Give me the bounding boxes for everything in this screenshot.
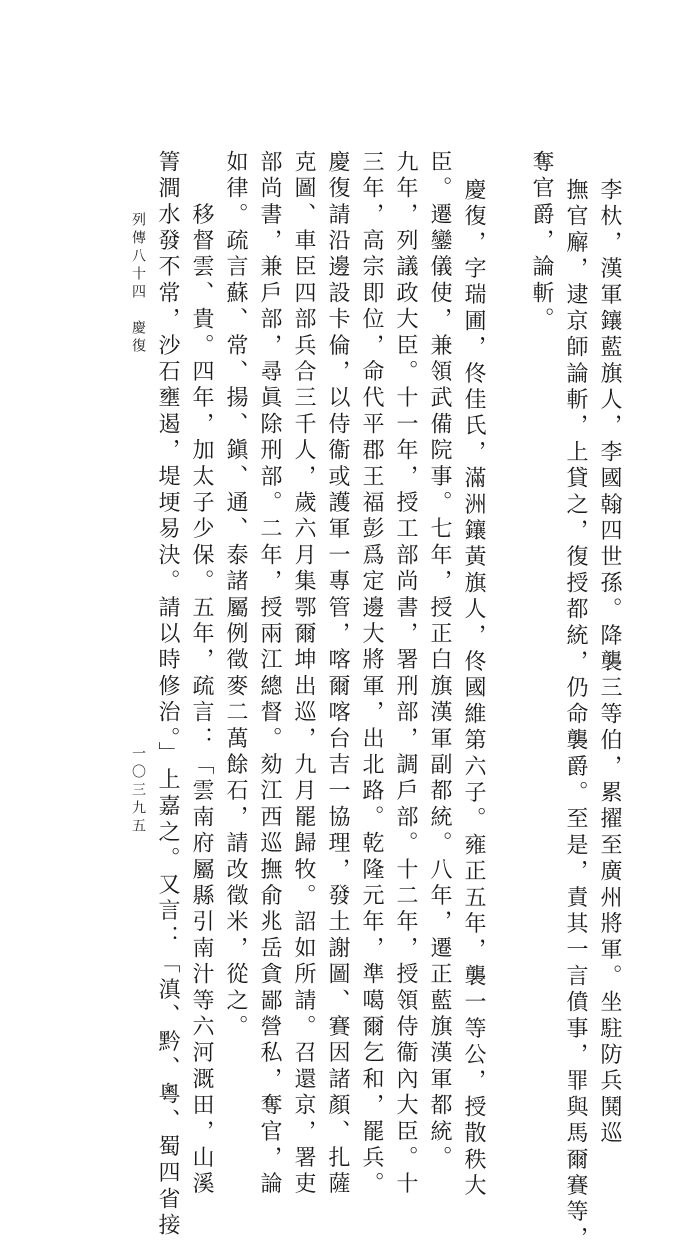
- text-column-1: 李杕，漢軍鑲藍旗人，李國翰四世孫。降襲三等伯，累擢至廣州將軍。坐駐防兵鬨巡: [597, 178, 622, 1148]
- text-column-9: 慶復請沿邊設卡倫，以侍衞或護軍一專管，喀爾喀台吉一協理，發土謝圖、賽因諸顏、扎薩: [325, 150, 350, 1198]
- text-column-8: 三年，高宗即位，命代平郡王福彭爲定邊大將軍，出北路。乾隆元年，準噶爾乞和，罷兵。: [359, 150, 384, 1198]
- text-column-2: 撫官廨，逮京師論斬，上貸之，復授都統，仍命襲爵。至是，責其一言僨事，罪與馬爾賽等，: [563, 178, 588, 1252]
- text-column-13: 移督雲、貴。四年，加太子少保。五年，疏言：「雲南府屬縣引南汁等六河溉田，山溪: [189, 150, 214, 1198]
- text-column-12: 如律。疏言蘇、常、揚、鎭、通、泰諸屬例徵麥二萬餘石，請改徵米，從之。: [223, 150, 248, 1041]
- page-number: 一〇三九五: [130, 746, 146, 836]
- text-column-14: 箐澗水發不常，沙石壅遏，堤埂易決。請以時修治。」上嘉之。又言：「滇、黔、粵、蜀四省接: [155, 150, 180, 1240]
- text-column-10: 克圖、車臣四部兵合三千人，歲六月集鄂爾坤出巡，九月罷歸牧。詔如所請。召還京，署吏: [291, 150, 316, 1198]
- text-column-5: 慶復，字瑞圃，佟佳氏，滿洲鑲黃旗人，佟國維第六子。雍正五年，襲一等公，授散秩大: [461, 178, 486, 1200]
- text-column-7: 九年，列議政大臣。十一年，授工部尚書，署刑部，調戶部。十二年，授領侍衞內大臣。十: [393, 150, 418, 1198]
- running-header: 列傳八十四 慶復: [130, 212, 146, 356]
- text-column-6: 臣。遷鑾儀使，兼領武備院事。七年，授正白旗漢軍副都統。八年，遷正藍旗漢軍都統。: [427, 150, 452, 1172]
- text-column-11: 部尚書，兼戶部，尋眞除刑部。二年，授兩江總督。劾江西巡撫俞兆岳貪鄙營私，奪官，論: [257, 150, 282, 1198]
- text-column-3: 奪官爵，論斬。: [529, 150, 554, 334]
